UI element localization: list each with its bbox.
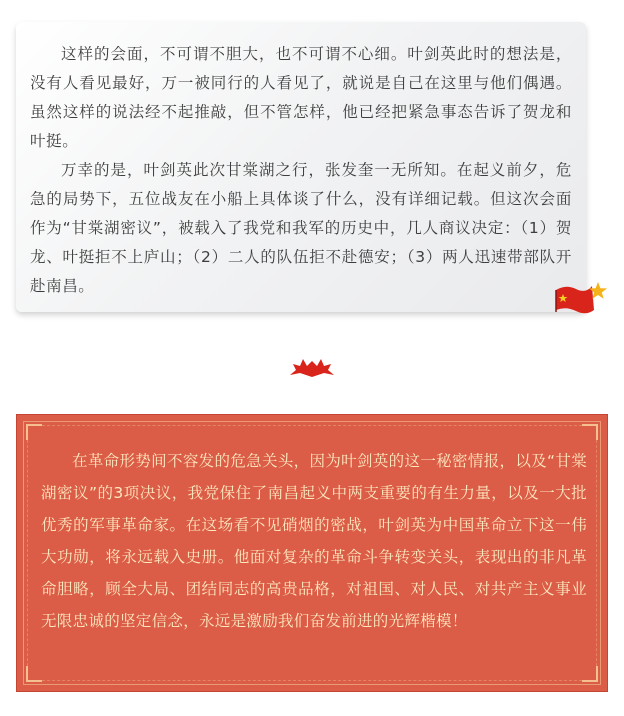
corner-ornament <box>582 666 598 682</box>
card-body <box>30 40 572 301</box>
panel-paragraph: 在革命形势间不容发的危急关头，因为叶剑英的这一秘密情报，以及“甘棠湖密议”的3项决议，我党保住了南昌起义中两支重要的有生力量，以及一大批优秀的军事革命家。在这场看不见硝烟的密战，叶剑英为中国革命立下这一伟大功勋，将永远载入史册。他面对复杂的革命斗争转变关头，表现出的非凡革命胆略，顾全大局、团结同志的高贵品格，对祖国、对人民、对共产主义事业无限忠诚的坚定信念，永远是激励我们奋发前进的光辉楷模！ <box>41 452 587 630</box>
corner-ornament <box>582 424 598 440</box>
corner-ornament <box>26 666 42 682</box>
red-flag-icon <box>552 280 610 314</box>
card-paragraph-2: 万幸的是，叶剑英此次甘棠湖之行，张发奎一无所知。在起义前夕，危急的局势下，五位战友在小船上具体谈了什么，没有详细记载。但这次会面作为“甘棠湖密议”，被载入了我党和我军的历史中，几人商议决定：（1）贺龙、叶挺拒不上庐山；（2）二人的队伍拒不赴德安；（3）两人迅速带部队开赴南昌。 <box>30 161 572 295</box>
red-star-ornament-icon <box>288 355 336 379</box>
corner-ornament <box>26 424 42 440</box>
summary-panel <box>16 414 608 692</box>
card-paragraph-1: 这样的会面，不可谓不胆大，也不可谓不心细。叶剑英此时的想法是，没有人看见最好，万一被同行的人看见了，就说是自己在这里与他们偶遇。虽然这样的说法经不起推敲，但不管怎样，他已经把紧急事态告诉了贺龙和叶挺。 <box>30 45 572 150</box>
quote-card <box>16 22 586 312</box>
